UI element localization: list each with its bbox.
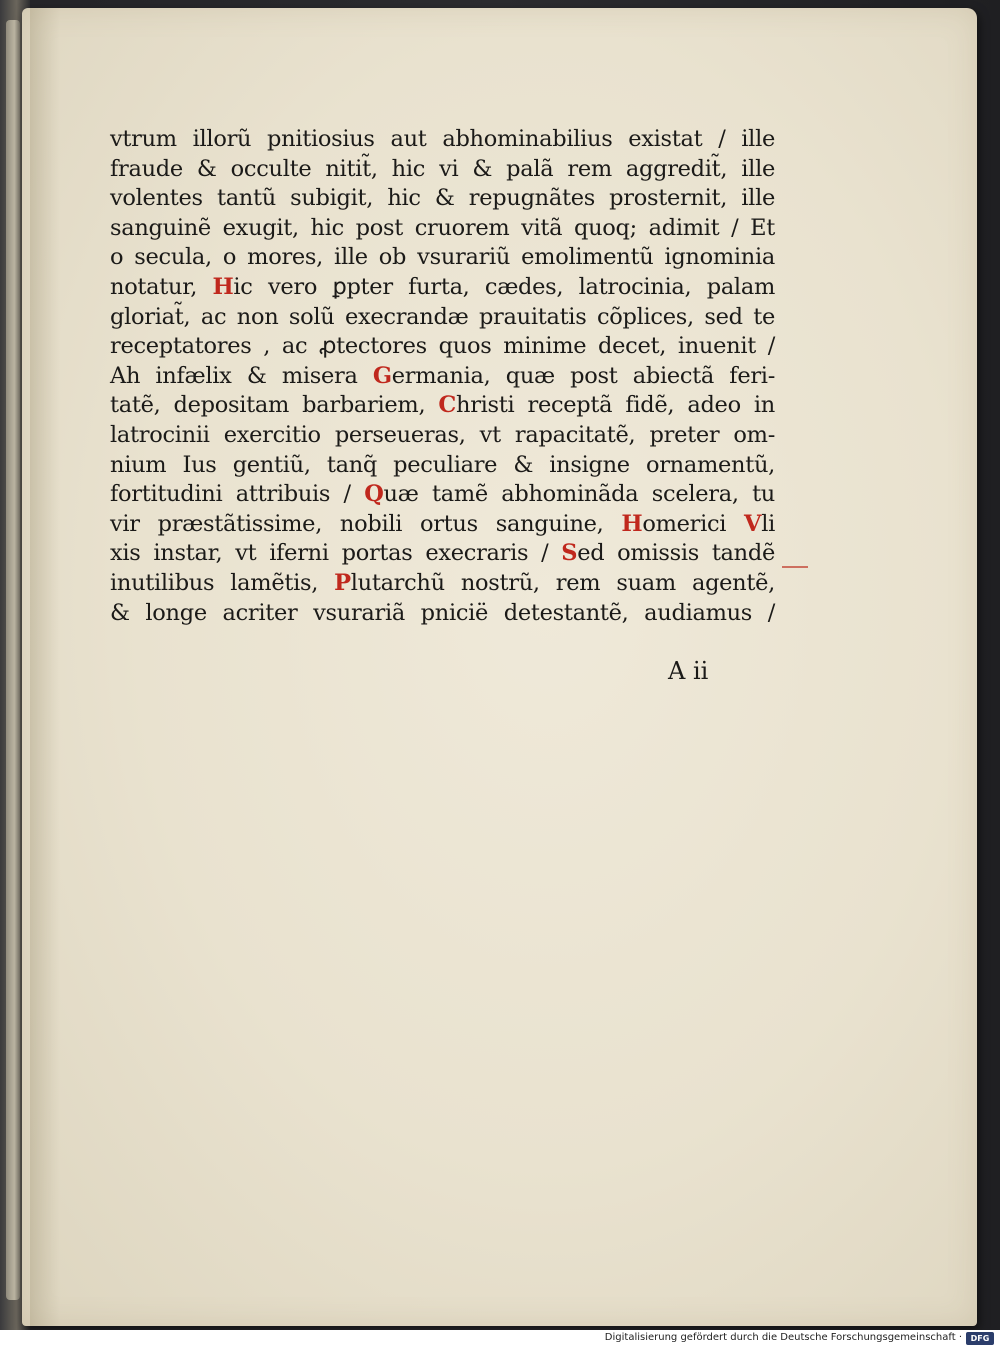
show-through-text [142,648,822,1068]
text-line: & longe acriter vsurariã pnicië detestantẽ, audiamus / [110,599,775,626]
rubricated-initial: C [438,392,456,419]
text-line: volentes tantũ subigit, hic & repugnãtes prosternit, ille [110,185,775,212]
footer-bar [0,1330,1000,1348]
text-line: inutilibus lamẽtis, Plutarchũ nostrũ, rem suam agentẽ, [110,569,775,596]
rubricated-initial: H [621,510,643,537]
dfg-credit-text: Digitalisierung gefördert durch die Deutsche Forschungsgemeinschaft · [604,1332,962,1343]
signature-mark: A ii [668,657,709,685]
text-line: notatur, Hic vero ꝑpter furta, cædes, latrocinia, palam [110,273,775,300]
text-line: fortitudini attribuis / Quæ tamẽ abhominãda scelera, tu [110,481,776,508]
text-line: receptatores , ac ꝓtectores quos minime decet, inuenit / [110,333,775,360]
adjacent-page-edge [6,20,20,1300]
text-line: nium Ius gentiũ, tanq̃ peculiare & insigne ornamentũ, [110,451,775,478]
page-gutter-shade [30,8,60,1326]
text-line: Ah infælix & misera Germania, quæ post abiectã feri- [110,362,775,389]
text-line: fraude & occulte nitit̃, hic vi & palã rem aggredit̃, ille [110,155,775,182]
rubric-margin-mark [782,566,808,568]
text-line: o secula, o mores, ille ob vsurariũ emolimentũ ignominia [110,244,775,271]
rubricated-initial: S [561,540,578,567]
rubricated-initial: V [744,510,762,537]
text-line: latrocinii exercitio perseueras, vt rapacitatẽ, preter om- [110,421,775,448]
rubricated-initial: P [334,569,351,596]
text-line: tatẽ, depositam barbariem, Christi receptã fidẽ, adeo in [110,392,775,419]
page-text-block [110,125,775,628]
text-line: vtrum illorũ pnitiosius aut abhominabilius existat / ille [110,126,775,152]
dfg-logo: DFG [966,1332,994,1345]
text-line: gloriat̃, ac non solũ execrandæ prauitatis cõplices, sed te [110,303,775,330]
rubricated-initial: G [372,362,392,389]
text-line: vir præstãtissime, nobili ortus sanguine, Homerici Vli [110,510,776,537]
rubricated-initial: H [212,273,234,300]
text-line: xis instar, vt iferni portas execraris / Sed omissis tandẽ [110,540,775,567]
text-line: sanguinẽ exugit, hic post cruorem vitã quoq; adimit / Et [110,214,775,241]
rubricated-initial: Q [364,481,384,508]
